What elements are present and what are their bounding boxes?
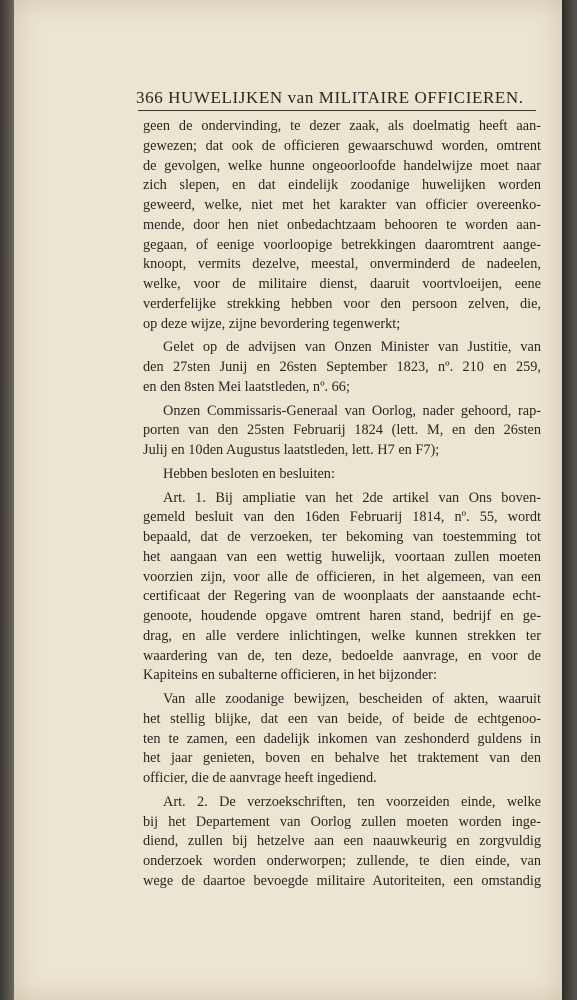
text-line: het stellig blijke, dat een van beide, of beide de echtgenoo- [143, 710, 541, 727]
page-edge [562, 0, 577, 1000]
text-line: drag, en alle verdere inlichtingen, welke kunnen strekken ter [143, 627, 541, 644]
body-text [143, 117, 541, 892]
text-line: Julij en 10den Augustus laatstleden, lett. H7 en F7); [143, 442, 440, 458]
text-line: officier, die de aanvrage heeft ingediend. [143, 770, 377, 786]
text-line: geen de ondervinding, te dezer zaak, als doelmatig heeft aan- [143, 118, 541, 134]
text-line: ten te zamen, een dadelijk inkomen van zeshonderd guldens in [143, 730, 541, 747]
text-line: Art. 1. Bij ampliatie van het 2de artikel van Ons boven- [163, 489, 541, 506]
paragraph [143, 338, 541, 397]
running-head: 366 HUWELIJKEN van MILITAIRE OFFICIEREN. [136, 88, 524, 107]
text-line: Onzen Commissaris-Generaal van Oorlog, nader gehoord, rap- [163, 402, 541, 419]
text-line: en den 8sten Mei laatstleden, nº. 66; [143, 378, 350, 395]
paragraph [143, 465, 541, 485]
text-line: verderfelijke strekking hebben voor den persoon zelven, die, [143, 295, 541, 312]
paragraph [143, 117, 541, 334]
text-line: knoopt, vermits dezelve, meestal, onverminderd de nadeelen, [143, 256, 541, 273]
text-line: voorzien zijn, voor alle de officieren, in het algemeen, van een [143, 568, 541, 585]
text-line: bepaald, dat de verzoeken, ter bekoming van toestemming tot [143, 529, 541, 545]
text-line: het jaar genieten, boven en behalve het traktement van den [143, 750, 541, 767]
text-line: diend, zullen bij hetzelve aan een naauwkeurig en zorgvuldig [143, 833, 541, 850]
book-gutter [0, 0, 14, 1000]
header-rule [138, 110, 536, 111]
text-line: het aangaan van een wettig huwelijk, voortaan zullen moeten [143, 548, 541, 565]
text-line: welke, voor de militaire dienst, daaruit voortvloeijen, eene [143, 276, 541, 292]
text-line: gemeld besluit van den 16den Februarij 1814, nº. 55, wordt [143, 509, 541, 526]
text-line: genoote, houdende opgave omtrent haren stand, bedrijf en ge- [143, 608, 541, 624]
text-line: den 27sten Junij en 26sten September 1823, nº. 210 en 259, [143, 359, 541, 375]
text-line: op deze wijze, zijne bevordering tegenwerkt; [143, 315, 401, 332]
paragraph [143, 489, 541, 687]
text-line: geweerd, welke, niet met het karakter van officier overeenko- [143, 197, 541, 213]
text-line: Van alle zoodanige bewijzen, bescheiden of akten, waaruit [163, 691, 541, 707]
text-line: porten van den 25sten Februarij 1824 (lett. M, en den 26sten [143, 422, 541, 439]
paragraph [143, 793, 541, 892]
text-line: de gevolgen, welke hunne ongeoorloofde handelwijze moet naar [143, 157, 541, 174]
paragraph [143, 690, 541, 789]
text-line: Kapiteins en subalterne officieren, in het bijzonder: [143, 667, 437, 684]
text-line: zich slepen, en dat eindelijk zoodanige huwelijken worden [143, 177, 541, 194]
text-line: Hebben besloten en besluiten: [163, 465, 335, 482]
text-line: bij het Departement van Oorlog zullen moeten worden inge- [143, 813, 541, 830]
text-line: Art. 2. De verzoekschriften, ten voorzeiden einde, welke [163, 793, 541, 810]
text-line: wege de daartoe bevoegde militaire Autoriteiten, een omstandig [143, 872, 541, 889]
text-line: mende, door hen niet onbedachtzaam behooren te worden aan- [143, 216, 541, 233]
text-line: certificaat der Regering van de woonplaats der aanstaande echt- [143, 588, 541, 605]
text-line: waardering van de, ten deze, bedoelde aanvrage, en voor de [143, 647, 541, 664]
paragraph [143, 402, 541, 461]
text-line: gegaan, of eenige voorloopige betrekkingen daaromtrent aange- [143, 236, 541, 253]
text-line: Gelet op de advijsen van Onzen Minister van Justitie, van [163, 339, 541, 356]
text-line: gewezen; dat ook de officieren gewaarschuwd worden, omtrent [143, 137, 541, 154]
text-line: onderzoek worden onderworpen; zullende, te dien einde, van [143, 853, 541, 869]
